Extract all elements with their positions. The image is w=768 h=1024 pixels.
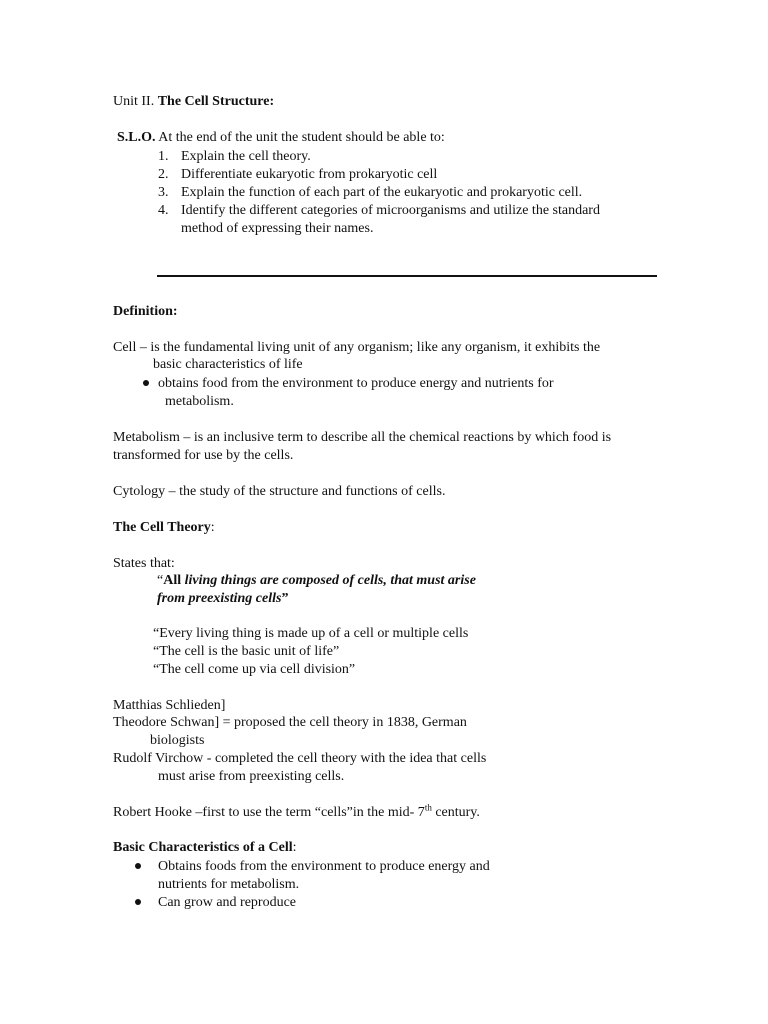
metabolism-definition-continuation: transformed for use by the cells. [113,448,294,463]
cytology-definition: Cytology – the study of the structure and functions of cells. [113,484,446,499]
cell-theory-quote: “All living things are composed of cells, that must arise [157,573,476,588]
cell-definition: Cell – is the fundamental living unit of any organism; like any organism, it exhibits the [113,340,601,355]
slo-item-text: Identify the different categories of microorganisms and utilize the standard [181,203,600,218]
scientist-line: must arise from preexisting cells. [158,769,345,784]
unit-heading [113,93,274,111]
metabolism-definition: Metabolism – is an inclusive term to describe all the chemical reactions by which food is [113,430,612,445]
slo-item-text: Explain the function of each part of the eukaryotic and prokaryotic cell. [181,185,583,200]
scientist-line: Rudolf Virchow - completed the cell theory with the idea that cells [113,751,487,766]
slo-item-num: 2. [158,167,169,182]
characteristic-item: Obtains foods from the environment to produce energy and [158,859,490,874]
slo-intro [117,129,445,147]
cell-bullet-continuation: metabolism. [165,394,234,409]
slo-intro-text: At the end of the unit the student should be able to: [158,130,445,145]
scientist-line: Matthias Schlieden] [113,698,226,713]
states-that: States that: [113,556,175,571]
cell-theory-quote-continuation: from preexisting cells” [157,591,289,606]
scientist-line: biologists [150,733,205,748]
bullet-icon [143,380,149,386]
characteristic-item-continuation: nutrients for metabolism. [158,877,300,892]
cell-theory-heading: The Cell Theory: [113,520,215,535]
unit-prefix: Unit II. [113,94,155,109]
slo-item-num: 4. [158,203,169,218]
basic-characteristics-heading: Basic Characteristics of a Cell: [113,840,297,855]
bullet-icon [135,863,141,869]
theory-point: “The cell come up via cell division” [153,662,356,677]
cell-definition-continuation: basic characteristics of life [153,357,303,372]
slo-item-continuation: method of expressing their names. [181,221,374,236]
characteristic-item: Can grow and reproduce [158,895,297,910]
scientist-line: Theodore Schwan] = proposed the cell theory in 1838, German [113,715,467,730]
theory-point: “Every living thing is made up of a cell or multiple cells [153,626,469,641]
slo-item-text: Explain the cell theory. [181,149,311,164]
slo-item-num: 3. [158,185,169,200]
hooke-line: Robert Hooke –first to use the term “cells”in the mid- 7th century. [113,802,480,820]
slo-item-num: 1. [158,149,169,164]
unit-title: The Cell Structure: [157,94,275,109]
theory-point: “The cell is the basic unit of life” [153,644,340,659]
definition-heading: Definition: [113,304,178,319]
slo-label: S.L.O. [117,130,156,145]
cell-bullet-text: obtains food from the environment to produce energy and nutrients for [158,376,554,391]
slo-item-text: Differentiate eukaryotic from prokaryotic cell [181,167,438,182]
horizontal-rule [157,275,657,277]
bullet-icon [135,899,141,905]
